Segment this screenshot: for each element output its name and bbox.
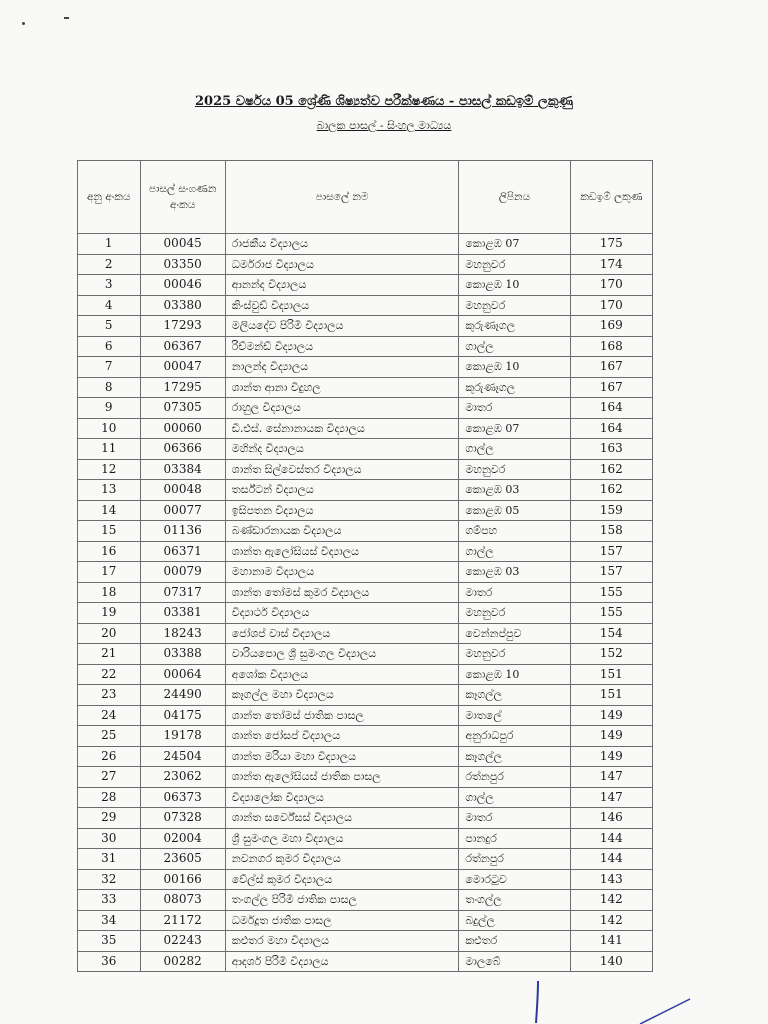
cell-serial-no: 33 bbox=[78, 890, 141, 911]
cell-address: කොළඹ 03 bbox=[459, 480, 570, 501]
cell-cutoff-marks: 147 bbox=[570, 767, 652, 788]
cell-address: කොළඹ 10 bbox=[459, 664, 570, 685]
cell-school-name: රිච්මන්ඩ් විද්‍යාලය bbox=[225, 336, 459, 357]
cell-school-name: රාජකීය විද්‍යාලය bbox=[225, 234, 459, 255]
cell-address: මහනුවර bbox=[459, 644, 570, 665]
table-row bbox=[78, 746, 653, 767]
scan-speck bbox=[64, 17, 69, 19]
header-census-no: පාසල් සංගණන අංකය bbox=[140, 161, 225, 234]
cell-serial-no: 13 bbox=[78, 480, 141, 501]
cell-census-no: 00064 bbox=[140, 664, 225, 685]
cell-cutoff-marks: 147 bbox=[570, 787, 652, 808]
cell-cutoff-marks: 157 bbox=[570, 562, 652, 583]
cell-address: මහනුවර bbox=[459, 603, 570, 624]
cell-serial-no: 25 bbox=[78, 726, 141, 747]
cell-cutoff-marks: 174 bbox=[570, 254, 652, 275]
cell-address: කෑගල්ල bbox=[459, 746, 570, 767]
cell-address: කුරුණෑගල bbox=[459, 377, 570, 398]
cell-serial-no: 35 bbox=[78, 931, 141, 952]
table-row bbox=[78, 418, 653, 439]
cell-census-no: 00045 bbox=[140, 234, 225, 255]
cell-school-name: මහින්ද විද්‍යාලය bbox=[225, 439, 459, 460]
table-row bbox=[78, 951, 653, 972]
table-body bbox=[78, 234, 653, 972]
cell-address: මහනුවර bbox=[459, 459, 570, 480]
cell-serial-no: 32 bbox=[78, 869, 141, 890]
cell-cutoff-marks: 141 bbox=[570, 931, 652, 952]
cell-serial-no: 9 bbox=[78, 398, 141, 419]
cell-census-no: 06371 bbox=[140, 541, 225, 562]
cell-school-name: අශෝක විද්‍යාලය bbox=[225, 664, 459, 685]
cell-census-no: 06373 bbox=[140, 787, 225, 808]
cell-serial-no: 26 bbox=[78, 746, 141, 767]
table-row bbox=[78, 664, 653, 685]
cell-census-no: 19178 bbox=[140, 726, 225, 747]
cell-cutoff-marks: 142 bbox=[570, 910, 652, 931]
cell-cutoff-marks: 144 bbox=[570, 828, 652, 849]
cell-school-name: මහානාම විද්‍යාලය bbox=[225, 562, 459, 583]
cell-school-name: ශාන්ත සිල්වෙස්තර විද්‍යාලය bbox=[225, 459, 459, 480]
cell-school-name: ශාන්ත ජෝසප් විද්‍යාලය bbox=[225, 726, 459, 747]
table-row bbox=[78, 377, 653, 398]
cell-census-no: 23605 bbox=[140, 849, 225, 870]
cell-school-name: නාලන්ද විද්‍යාලය bbox=[225, 357, 459, 378]
table-row bbox=[78, 726, 653, 747]
cell-cutoff-marks: 151 bbox=[570, 685, 652, 706]
table-row bbox=[78, 336, 653, 357]
cell-serial-no: 4 bbox=[78, 295, 141, 316]
table-row bbox=[78, 849, 653, 870]
cell-address: ගාල්ල bbox=[459, 439, 570, 460]
cell-census-no: 02004 bbox=[140, 828, 225, 849]
cell-serial-no: 18 bbox=[78, 582, 141, 603]
table-row bbox=[78, 254, 653, 275]
cell-school-name: කිංස්වුඩ් විද්‍යාලය bbox=[225, 295, 459, 316]
cell-school-name: තර්ස්ටන් විද්‍යාලය bbox=[225, 480, 459, 501]
table-row bbox=[78, 459, 653, 480]
cell-school-name: ආදර්ශ පිරිමි විද්‍යාලය bbox=[225, 951, 459, 972]
cell-serial-no: 30 bbox=[78, 828, 141, 849]
cell-cutoff-marks: 164 bbox=[570, 418, 652, 439]
cell-census-no: 03380 bbox=[140, 295, 225, 316]
cell-serial-no: 3 bbox=[78, 275, 141, 296]
cell-census-no: 00048 bbox=[140, 480, 225, 501]
cell-school-name: ශාන්ත ඇලෝසියස් ජාතික පාසල bbox=[225, 767, 459, 788]
table-row bbox=[78, 541, 653, 562]
table-row bbox=[78, 439, 653, 460]
cell-cutoff-marks: 170 bbox=[570, 295, 652, 316]
cell-school-name: නවනගර කුමර විද්‍යාලය bbox=[225, 849, 459, 870]
cell-cutoff-marks: 142 bbox=[570, 890, 652, 911]
cell-serial-no: 17 bbox=[78, 562, 141, 583]
cell-address: කොළඹ 07 bbox=[459, 418, 570, 439]
cell-school-name: ඩී.එස්. සේනානායක විද්‍යාලය bbox=[225, 418, 459, 439]
cell-address: මාතලේ bbox=[459, 705, 570, 726]
cell-school-name: ධර්මරාජ විද්‍යාලය bbox=[225, 254, 459, 275]
cell-address: කොළඹ 10 bbox=[459, 357, 570, 378]
cell-census-no: 06367 bbox=[140, 336, 225, 357]
cell-census-no: 06366 bbox=[140, 439, 225, 460]
cell-census-no: 23062 bbox=[140, 767, 225, 788]
header-address: ලිපිනය bbox=[459, 161, 570, 234]
cell-address: කුරුණෑගල bbox=[459, 316, 570, 337]
table-row bbox=[78, 828, 653, 849]
cell-cutoff-marks: 162 bbox=[570, 480, 652, 501]
cell-serial-no: 5 bbox=[78, 316, 141, 337]
cell-address: ගාල්ල bbox=[459, 336, 570, 357]
cell-serial-no: 10 bbox=[78, 418, 141, 439]
cell-school-name: ජෝශප් වාස් විද්‍යාලය bbox=[225, 623, 459, 644]
cell-serial-no: 23 bbox=[78, 685, 141, 706]
cell-cutoff-marks: 168 bbox=[570, 336, 652, 357]
cell-census-no: 00166 bbox=[140, 869, 225, 890]
cell-cutoff-marks: 146 bbox=[570, 808, 652, 829]
cell-census-no: 17293 bbox=[140, 316, 225, 337]
cell-school-name: ශාන්ත සර්වේසස් විද්‍යාලය bbox=[225, 808, 459, 829]
table-row bbox=[78, 767, 653, 788]
page-subtitle: බාලක පාසල් - සිංහල මාධ්‍යය bbox=[316, 119, 452, 132]
cell-school-name: රාහුල විද්‍යාලය bbox=[225, 398, 459, 419]
cell-school-name: විද්‍යාලෝක විද්‍යාලය bbox=[225, 787, 459, 808]
cell-serial-no: 8 bbox=[78, 377, 141, 398]
pen-mark bbox=[520, 975, 720, 1024]
cell-cutoff-marks: 149 bbox=[570, 726, 652, 747]
cell-serial-no: 16 bbox=[78, 541, 141, 562]
cell-serial-no: 14 bbox=[78, 500, 141, 521]
cell-address: වෙන්නප්පුව bbox=[459, 623, 570, 644]
cell-serial-no: 27 bbox=[78, 767, 141, 788]
table-row bbox=[78, 869, 653, 890]
header-school-name: පාසලේ නම bbox=[225, 161, 459, 234]
cell-cutoff-marks: 158 bbox=[570, 521, 652, 542]
cell-address: මහනුවර bbox=[459, 254, 570, 275]
table-row bbox=[78, 787, 653, 808]
cell-census-no: 03384 bbox=[140, 459, 225, 480]
cell-address: අනුරාධපුර bbox=[459, 726, 570, 747]
cell-census-no: 00282 bbox=[140, 951, 225, 972]
cell-serial-no: 21 bbox=[78, 644, 141, 665]
cell-census-no: 18243 bbox=[140, 623, 225, 644]
cell-school-name: ශාන්ත තෝමස් කුමර විද්‍යාලය bbox=[225, 582, 459, 603]
cell-serial-no: 29 bbox=[78, 808, 141, 829]
cell-serial-no: 24 bbox=[78, 705, 141, 726]
cell-cutoff-marks: 149 bbox=[570, 705, 652, 726]
cell-address: ගාල්ල bbox=[459, 541, 570, 562]
cell-school-name: විද්‍යාර්ථ විද්‍යාලය bbox=[225, 603, 459, 624]
cell-serial-no: 12 bbox=[78, 459, 141, 480]
cell-cutoff-marks: 151 bbox=[570, 664, 652, 685]
cell-address: කොළඹ 07 bbox=[459, 234, 570, 255]
cell-address: ගම්පහ bbox=[459, 521, 570, 542]
cell-cutoff-marks: 154 bbox=[570, 623, 652, 644]
cell-cutoff-marks: 144 bbox=[570, 849, 652, 870]
cell-cutoff-marks: 149 bbox=[570, 746, 652, 767]
header-cutoff-marks: කඩඉම් ලකුණ bbox=[570, 161, 652, 234]
cell-address: කොළඹ 10 bbox=[459, 275, 570, 296]
cell-census-no: 04175 bbox=[140, 705, 225, 726]
cell-serial-no: 15 bbox=[78, 521, 141, 542]
cell-school-name: ආනන්ද විද්‍යාලය bbox=[225, 275, 459, 296]
cell-address: රත්නපුර bbox=[459, 849, 570, 870]
cell-address: මාලබේ bbox=[459, 951, 570, 972]
cell-serial-no: 36 bbox=[78, 951, 141, 972]
table-row bbox=[78, 623, 653, 644]
cell-census-no: 24490 bbox=[140, 685, 225, 706]
cell-address: මාතර bbox=[459, 808, 570, 829]
cell-cutoff-marks: 170 bbox=[570, 275, 652, 296]
cell-school-name: ශාන්ත ආනා විදුහල bbox=[225, 377, 459, 398]
cell-school-name: ශාන්ත මරියා මහා විද්‍යාලය bbox=[225, 746, 459, 767]
cell-serial-no: 19 bbox=[78, 603, 141, 624]
cell-census-no: 00060 bbox=[140, 418, 225, 439]
cell-serial-no: 7 bbox=[78, 357, 141, 378]
cell-address: බදුල්ල bbox=[459, 910, 570, 931]
cell-cutoff-marks: 175 bbox=[570, 234, 652, 255]
cell-address: ගාල්ල bbox=[459, 787, 570, 808]
cell-cutoff-marks: 167 bbox=[570, 377, 652, 398]
cell-cutoff-marks: 163 bbox=[570, 439, 652, 460]
cell-census-no: 00079 bbox=[140, 562, 225, 583]
table-row bbox=[78, 808, 653, 829]
table-row bbox=[78, 582, 653, 603]
cell-cutoff-marks: 159 bbox=[570, 500, 652, 521]
cell-school-name: කළුතර මහා විද්‍යාලය bbox=[225, 931, 459, 952]
cell-census-no: 01136 bbox=[140, 521, 225, 542]
cell-school-name: මලියදේව පිරිමි විද්‍යාලය bbox=[225, 316, 459, 337]
cell-school-name: වේල්ස් කුමර විද්‍යාලය bbox=[225, 869, 459, 890]
cell-census-no: 02243 bbox=[140, 931, 225, 952]
table-row bbox=[78, 275, 653, 296]
cell-serial-no: 28 bbox=[78, 787, 141, 808]
cell-school-name: තංගල්ල පිරිමි ජාතික පාසල bbox=[225, 890, 459, 911]
cell-school-name: ඉසිපතන විද්‍යාලය bbox=[225, 500, 459, 521]
cell-cutoff-marks: 169 bbox=[570, 316, 652, 337]
table-row bbox=[78, 910, 653, 931]
table-row bbox=[78, 644, 653, 665]
cell-census-no: 00047 bbox=[140, 357, 225, 378]
cell-cutoff-marks: 155 bbox=[570, 582, 652, 603]
cell-census-no: 07317 bbox=[140, 582, 225, 603]
cell-census-no: 07305 bbox=[140, 398, 225, 419]
cell-census-no: 00077 bbox=[140, 500, 225, 521]
table-row bbox=[78, 562, 653, 583]
cell-cutoff-marks: 167 bbox=[570, 357, 652, 378]
cell-serial-no: 2 bbox=[78, 254, 141, 275]
cell-cutoff-marks: 140 bbox=[570, 951, 652, 972]
cell-cutoff-marks: 164 bbox=[570, 398, 652, 419]
cell-census-no: 00046 bbox=[140, 275, 225, 296]
cell-serial-no: 34 bbox=[78, 910, 141, 931]
table-row bbox=[78, 500, 653, 521]
cell-address: කොළඹ 03 bbox=[459, 562, 570, 583]
cell-address: කළුතර bbox=[459, 931, 570, 952]
scan-speck bbox=[22, 22, 25, 25]
header-serial-no: අනු අංකය bbox=[78, 161, 141, 234]
cell-address: තංගල්ල bbox=[459, 890, 570, 911]
cell-cutoff-marks: 143 bbox=[570, 869, 652, 890]
cell-address: මාතර bbox=[459, 398, 570, 419]
cell-census-no: 08073 bbox=[140, 890, 225, 911]
table-row bbox=[78, 685, 653, 706]
table-row bbox=[78, 295, 653, 316]
cell-serial-no: 20 bbox=[78, 623, 141, 644]
page-title: 2025 වර්ෂය 05 ශ්‍රේණි ශිෂ්‍යත්ව පරීක්ෂණය - පාසල් කඩඉම් ලකුණු bbox=[194, 94, 573, 109]
cell-serial-no: 22 bbox=[78, 664, 141, 685]
cell-school-name: ශ්‍රී සුමංගල මහා විද්‍යාලය bbox=[225, 828, 459, 849]
cell-address: කෑගල්ල bbox=[459, 685, 570, 706]
cell-census-no: 17295 bbox=[140, 377, 225, 398]
cell-address: කොළඹ 05 bbox=[459, 500, 570, 521]
cell-census-no: 03381 bbox=[140, 603, 225, 624]
table-row bbox=[78, 316, 653, 337]
cell-serial-no: 31 bbox=[78, 849, 141, 870]
cell-census-no: 03388 bbox=[140, 644, 225, 665]
cell-census-no: 03350 bbox=[140, 254, 225, 275]
cell-census-no: 21172 bbox=[140, 910, 225, 931]
table-header-row bbox=[78, 161, 653, 234]
cell-school-name: ධර්මදූත ජාතික පාසල bbox=[225, 910, 459, 931]
cell-school-name: ශාන්ත ඇලෝසියස් විද්‍යාලය bbox=[225, 541, 459, 562]
cell-census-no: 07328 bbox=[140, 808, 225, 829]
cell-address: මාතර bbox=[459, 582, 570, 603]
cell-census-no: 24504 bbox=[140, 746, 225, 767]
cell-serial-no: 11 bbox=[78, 439, 141, 460]
cutoff-marks-table bbox=[77, 160, 653, 972]
table-row bbox=[78, 521, 653, 542]
table-row bbox=[78, 705, 653, 726]
table-row bbox=[78, 398, 653, 419]
table-row bbox=[78, 480, 653, 501]
cell-serial-no: 6 bbox=[78, 336, 141, 357]
cell-cutoff-marks: 152 bbox=[570, 644, 652, 665]
cell-address: මහනුවර bbox=[459, 295, 570, 316]
table-row bbox=[78, 890, 653, 911]
table-row bbox=[78, 931, 653, 952]
cell-cutoff-marks: 157 bbox=[570, 541, 652, 562]
table-row bbox=[78, 234, 653, 255]
cell-serial-no: 1 bbox=[78, 234, 141, 255]
table-row bbox=[78, 603, 653, 624]
cell-address: මොරටුව bbox=[459, 869, 570, 890]
cell-address: පානදුර bbox=[459, 828, 570, 849]
cell-cutoff-marks: 155 bbox=[570, 603, 652, 624]
cell-cutoff-marks: 162 bbox=[570, 459, 652, 480]
cell-school-name: කෑගල්ල මහා විද්‍යාලය bbox=[225, 685, 459, 706]
cell-school-name: බණ්ඩාරනායක විද්‍යාලය bbox=[225, 521, 459, 542]
cell-school-name: වාරියපොල ශ්‍රී සුමංගල විද්‍යාලය bbox=[225, 644, 459, 665]
cell-school-name: ශාන්ත තෝමස් ජාතික පාසල bbox=[225, 705, 459, 726]
table-row bbox=[78, 357, 653, 378]
cell-address: රත්නපුර bbox=[459, 767, 570, 788]
